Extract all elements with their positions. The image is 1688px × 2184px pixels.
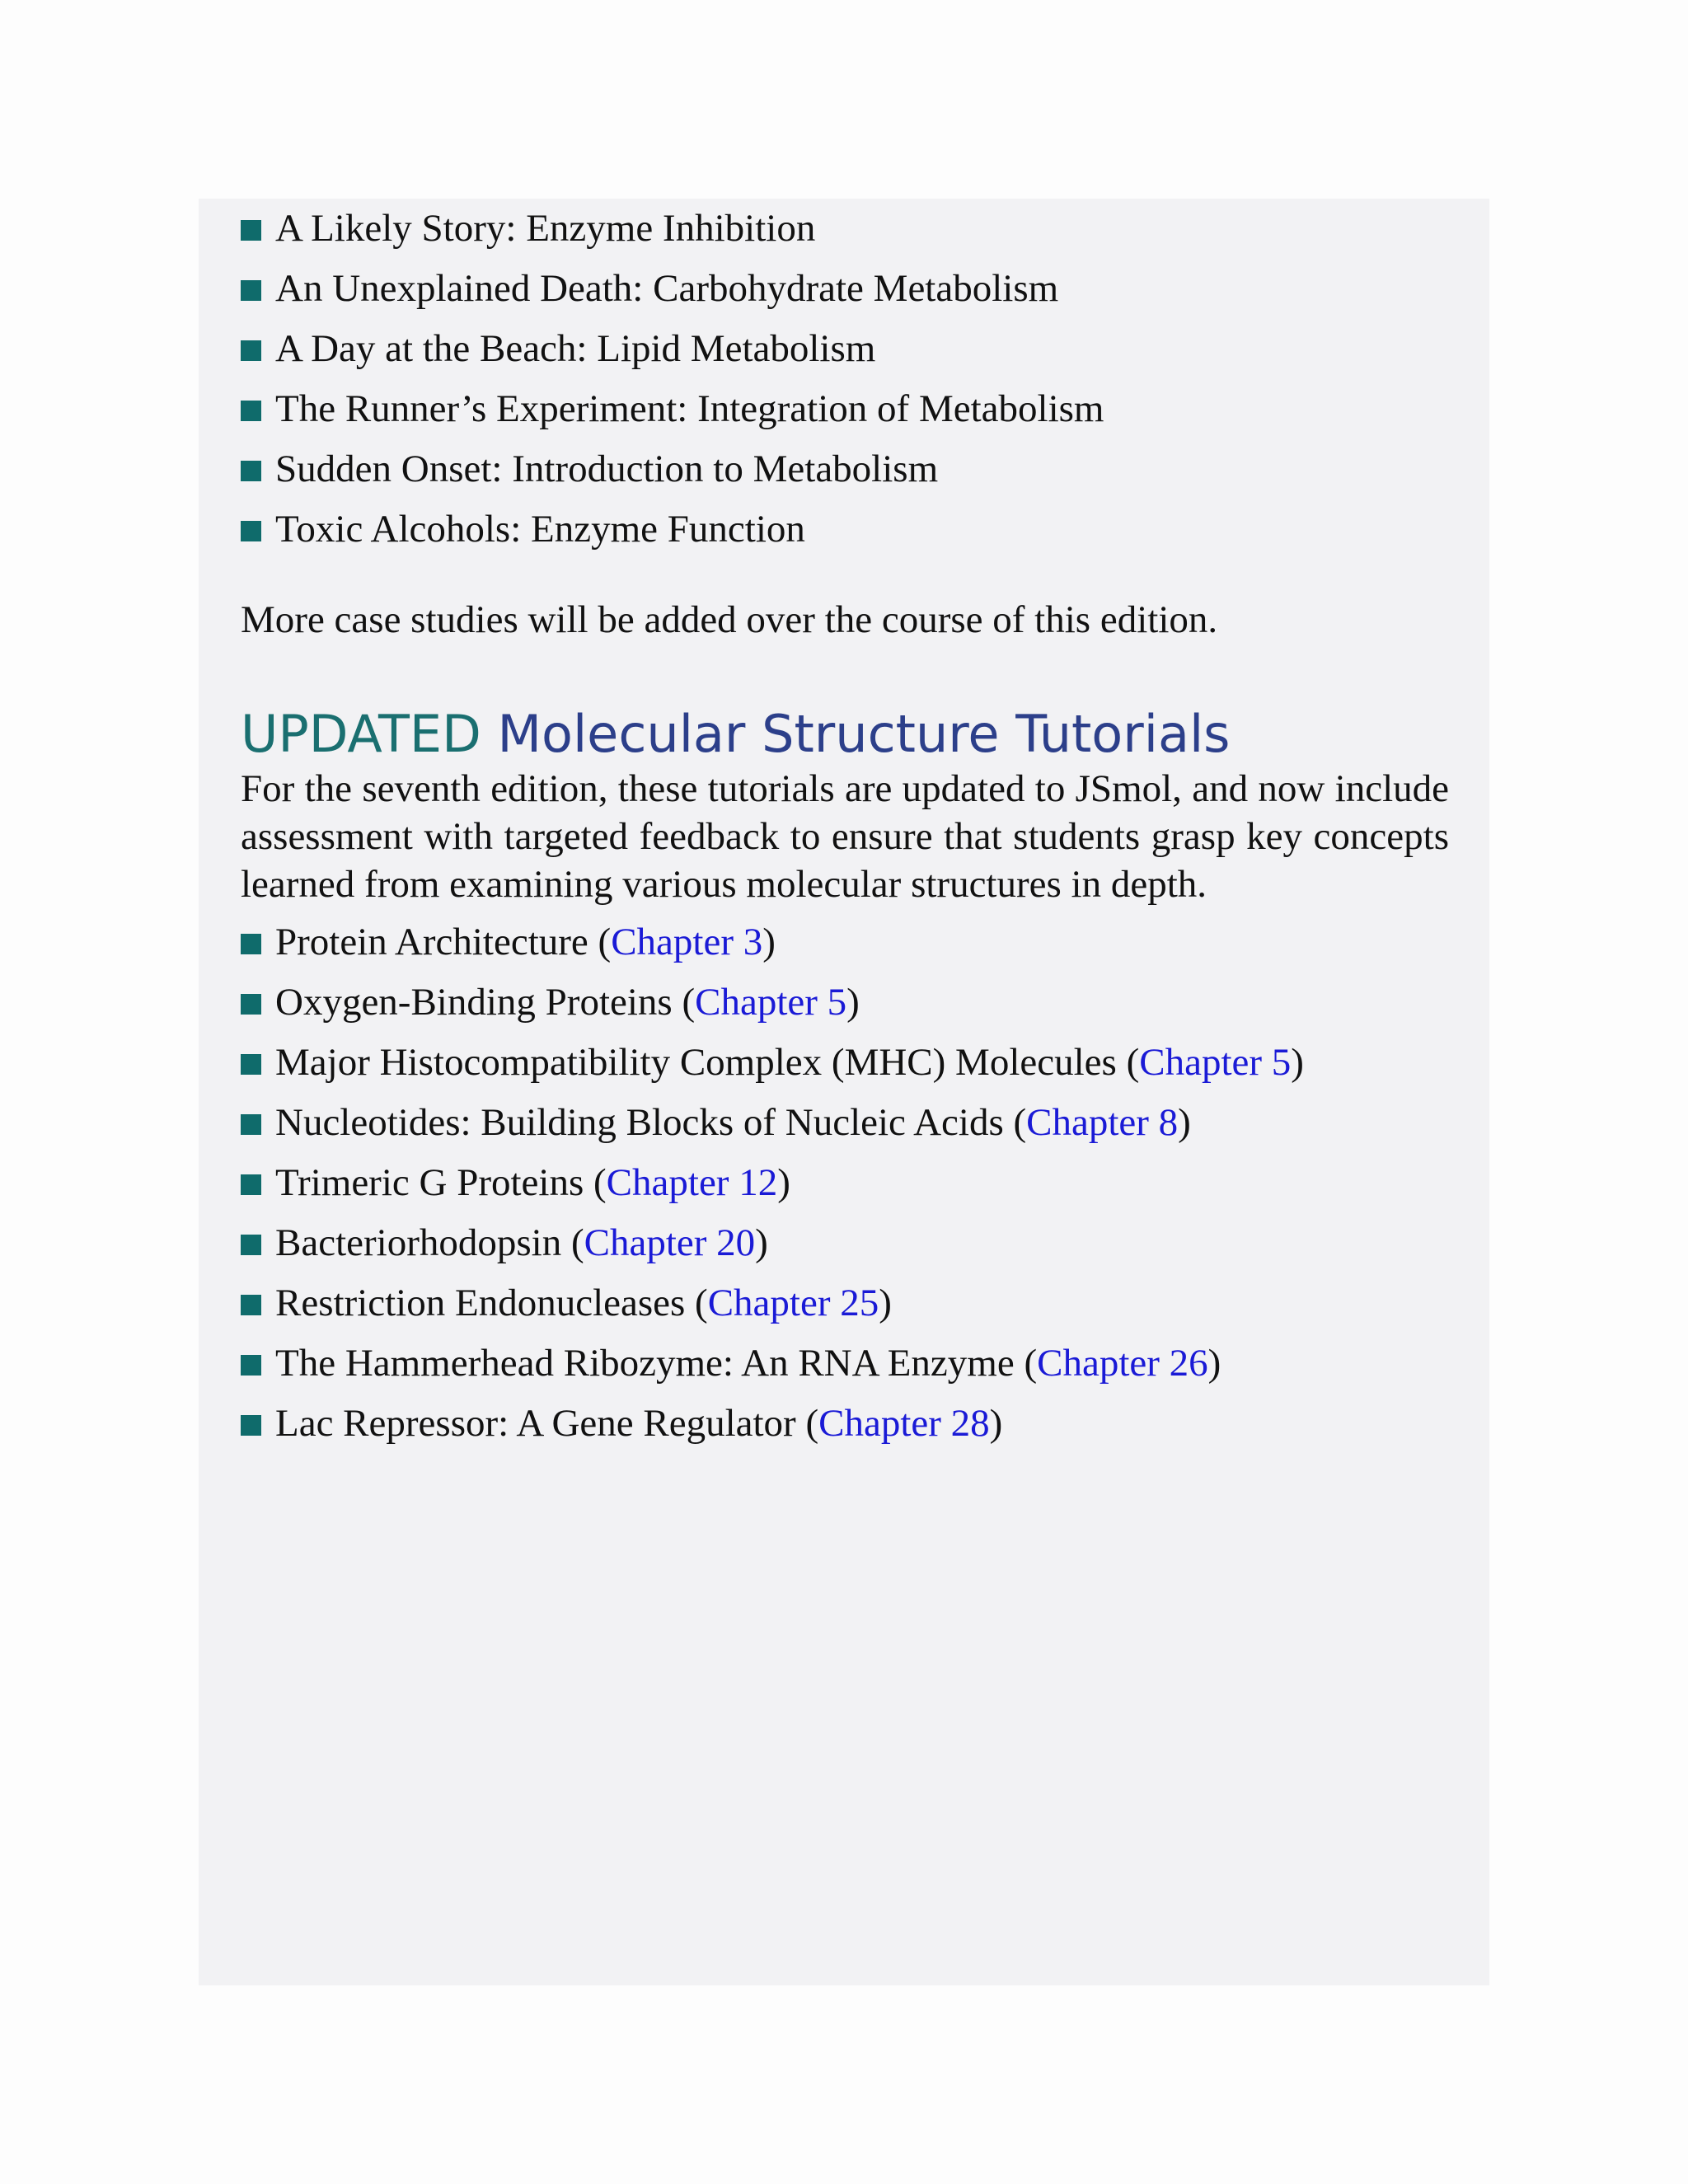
chapter-link[interactable]: Chapter 5 xyxy=(695,981,847,1024)
list-item: Protein Architecture ( Chapter 3 ) xyxy=(241,912,1449,972)
square-bullet-icon xyxy=(241,1054,261,1075)
list-item xyxy=(241,439,1449,499)
square-bullet-icon xyxy=(241,1174,261,1195)
case-studies-note: More case studies will be added over the course of this edition. xyxy=(241,598,1218,641)
list-item: Nucleotides: Building Blocks of Nucleic Acids ( Chapter 8 ) xyxy=(241,1093,1449,1153)
section-heading xyxy=(241,704,1449,765)
list-item: Major Histocompatibility Complex (MHC) Molecules ( Chapter 5 ) xyxy=(241,1033,1449,1093)
chapter-link[interactable]: Chapter 8 xyxy=(1026,1101,1179,1144)
updated-tag: UPDATED xyxy=(241,704,481,764)
section-description: For the seventh edition, these tutorials are updated to JSmol, and now include assessment with targeted feedback to ensure that students grasp key concepts learned from examining various molecular structures in depth. xyxy=(241,767,1449,906)
section-title: Molecular Structure Tutorials xyxy=(497,704,1231,764)
list-item xyxy=(241,199,1449,259)
list-item xyxy=(241,259,1449,319)
page-content xyxy=(241,199,1449,1454)
list-item xyxy=(241,319,1449,379)
chapter-link[interactable]: Chapter 28 xyxy=(818,1402,990,1445)
list-item: Oxygen-Binding Proteins ( Chapter 5 ) xyxy=(241,972,1449,1033)
list-item xyxy=(241,499,1449,560)
tutorial-title: Protein Architecture xyxy=(275,921,588,963)
chapter-link[interactable]: Chapter 5 xyxy=(1139,1041,1292,1084)
content-panel xyxy=(199,199,1489,1985)
square-bullet-icon xyxy=(241,340,261,361)
case-study-title: A Likely Story: Enzyme Inhibition xyxy=(275,207,816,250)
square-bullet-icon xyxy=(241,401,261,421)
tutorial-title: The Hammerhead Ribozyme: An RNA Enzyme xyxy=(275,1342,1015,1385)
tutorial-title: Restriction Endonucleases xyxy=(275,1282,686,1324)
list-item: The Hammerhead Ribozyme: An RNA Enzyme ( Chapter 26 ) xyxy=(241,1333,1449,1394)
list-item: Bacteriorhodopsin ( Chapter 20 ) xyxy=(241,1213,1449,1273)
case-study-title: Sudden Onset: Introduction to Metabolism xyxy=(275,448,939,490)
square-bullet-icon xyxy=(241,994,261,1015)
list-item: Restriction Endonucleases ( Chapter 25 ) xyxy=(241,1273,1449,1333)
tutorial-title: Trimeric G Proteins xyxy=(275,1161,584,1204)
square-bullet-icon xyxy=(241,1295,261,1315)
tutorial-title: Nucleotides: Building Blocks of Nucleic Acids xyxy=(275,1101,1004,1144)
square-bullet-icon xyxy=(241,1415,261,1436)
tutorials-list xyxy=(241,912,1449,1454)
chapter-link[interactable]: Chapter 3 xyxy=(611,921,763,963)
list-item xyxy=(241,379,1449,439)
case-studies-list xyxy=(241,199,1449,560)
chapter-link[interactable]: Chapter 26 xyxy=(1037,1342,1208,1385)
case-study-title: An Unexplained Death: Carbohydrate Metabolism xyxy=(275,267,1059,310)
square-bullet-icon xyxy=(241,1235,261,1255)
square-bullet-icon xyxy=(241,934,261,954)
tutorial-title: Major Histocompatibility Complex (MHC) Molecules xyxy=(275,1041,1117,1084)
tutorial-title: Oxygen-Binding Proteins xyxy=(275,981,673,1024)
tutorial-title: Bacteriorhodopsin xyxy=(275,1221,562,1264)
chapter-link[interactable]: Chapter 20 xyxy=(584,1221,756,1264)
square-bullet-icon xyxy=(241,521,261,541)
case-study-title: Toxic Alcohols: Enzyme Function xyxy=(275,508,805,551)
list-item: Trimeric G Proteins ( Chapter 12 ) xyxy=(241,1153,1449,1213)
case-study-title: A Day at the Beach: Lipid Metabolism xyxy=(275,327,876,370)
chapter-link[interactable]: Chapter 12 xyxy=(606,1161,778,1204)
square-bullet-icon xyxy=(241,1114,261,1135)
square-bullet-icon xyxy=(241,220,261,241)
tutorial-title: Lac Repressor: A Gene Regulator xyxy=(275,1402,796,1445)
square-bullet-icon xyxy=(241,461,261,481)
square-bullet-icon xyxy=(241,280,261,301)
case-study-title: The Runner’s Experiment: Integration of Metabolism xyxy=(275,387,1104,430)
square-bullet-icon xyxy=(241,1355,261,1376)
list-item: Lac Repressor: A Gene Regulator ( Chapter 28 ) xyxy=(241,1394,1449,1454)
chapter-link[interactable]: Chapter 25 xyxy=(707,1282,879,1324)
